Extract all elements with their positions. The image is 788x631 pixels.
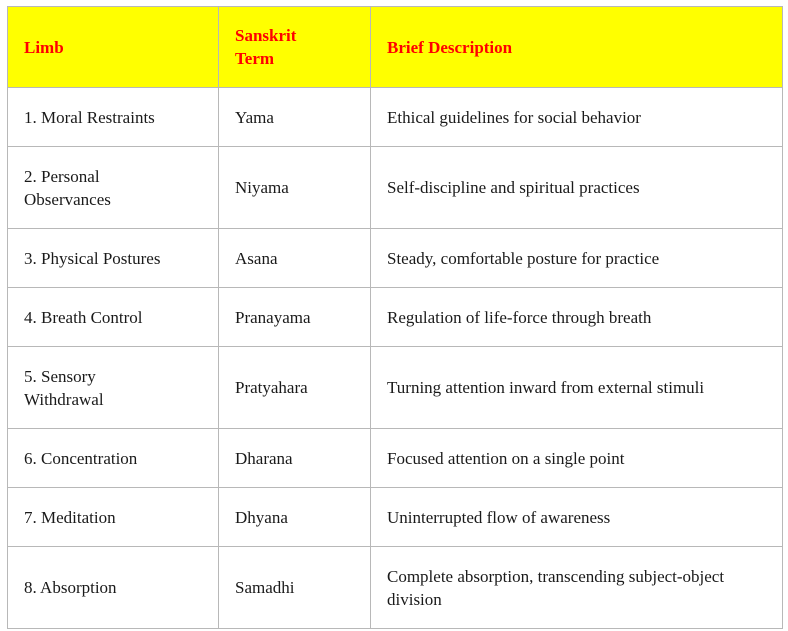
description-cell: Uninterrupted flow of awareness	[371, 488, 783, 547]
description-cell: Complete absorption, transcending subject-object division	[371, 547, 783, 629]
table-row	[8, 547, 783, 629]
table-row	[8, 347, 783, 429]
table-row	[8, 488, 783, 547]
description-cell: Focused attention on a single point	[371, 429, 783, 488]
table-row	[8, 288, 783, 347]
limb-cell: 2. Personal Observances	[8, 147, 219, 229]
description-cell: Regulation of life-force through breath	[371, 288, 783, 347]
header-limb: Limb	[8, 7, 219, 88]
term-cell: Dhyana	[219, 488, 371, 547]
table-row	[8, 147, 783, 229]
limb-cell: 6. Concentration	[8, 429, 219, 488]
term-cell: Pratyahara	[219, 347, 371, 429]
term-cell: Samadhi	[219, 547, 371, 629]
term-cell: Yama	[219, 88, 371, 147]
term-cell: Niyama	[219, 147, 371, 229]
limb-cell: 1. Moral Restraints	[8, 88, 219, 147]
table-row	[8, 429, 783, 488]
limb-cell: 5. Sensory Withdrawal	[8, 347, 219, 429]
term-cell: Pranayama	[219, 288, 371, 347]
table-row	[8, 229, 783, 288]
description-cell: Turning attention inward from external stimuli	[371, 347, 783, 429]
eight-limbs-table	[7, 6, 783, 629]
description-cell: Steady, comfortable posture for practice	[371, 229, 783, 288]
limb-cell: 7. Meditation	[8, 488, 219, 547]
limb-cell: 3. Physical Postures	[8, 229, 219, 288]
limb-cell: 4. Breath Control	[8, 288, 219, 347]
header-sanskrit-term: Sanskrit Term	[219, 7, 371, 88]
limb-cell: 8. Absorption	[8, 547, 219, 629]
table-header-row	[8, 7, 783, 88]
description-cell: Self-discipline and spiritual practices	[371, 147, 783, 229]
header-brief-description: Brief Description	[371, 7, 783, 88]
term-cell: Dharana	[219, 429, 371, 488]
description-cell: Ethical guidelines for social behavior	[371, 88, 783, 147]
term-cell: Asana	[219, 229, 371, 288]
table-row	[8, 88, 783, 147]
